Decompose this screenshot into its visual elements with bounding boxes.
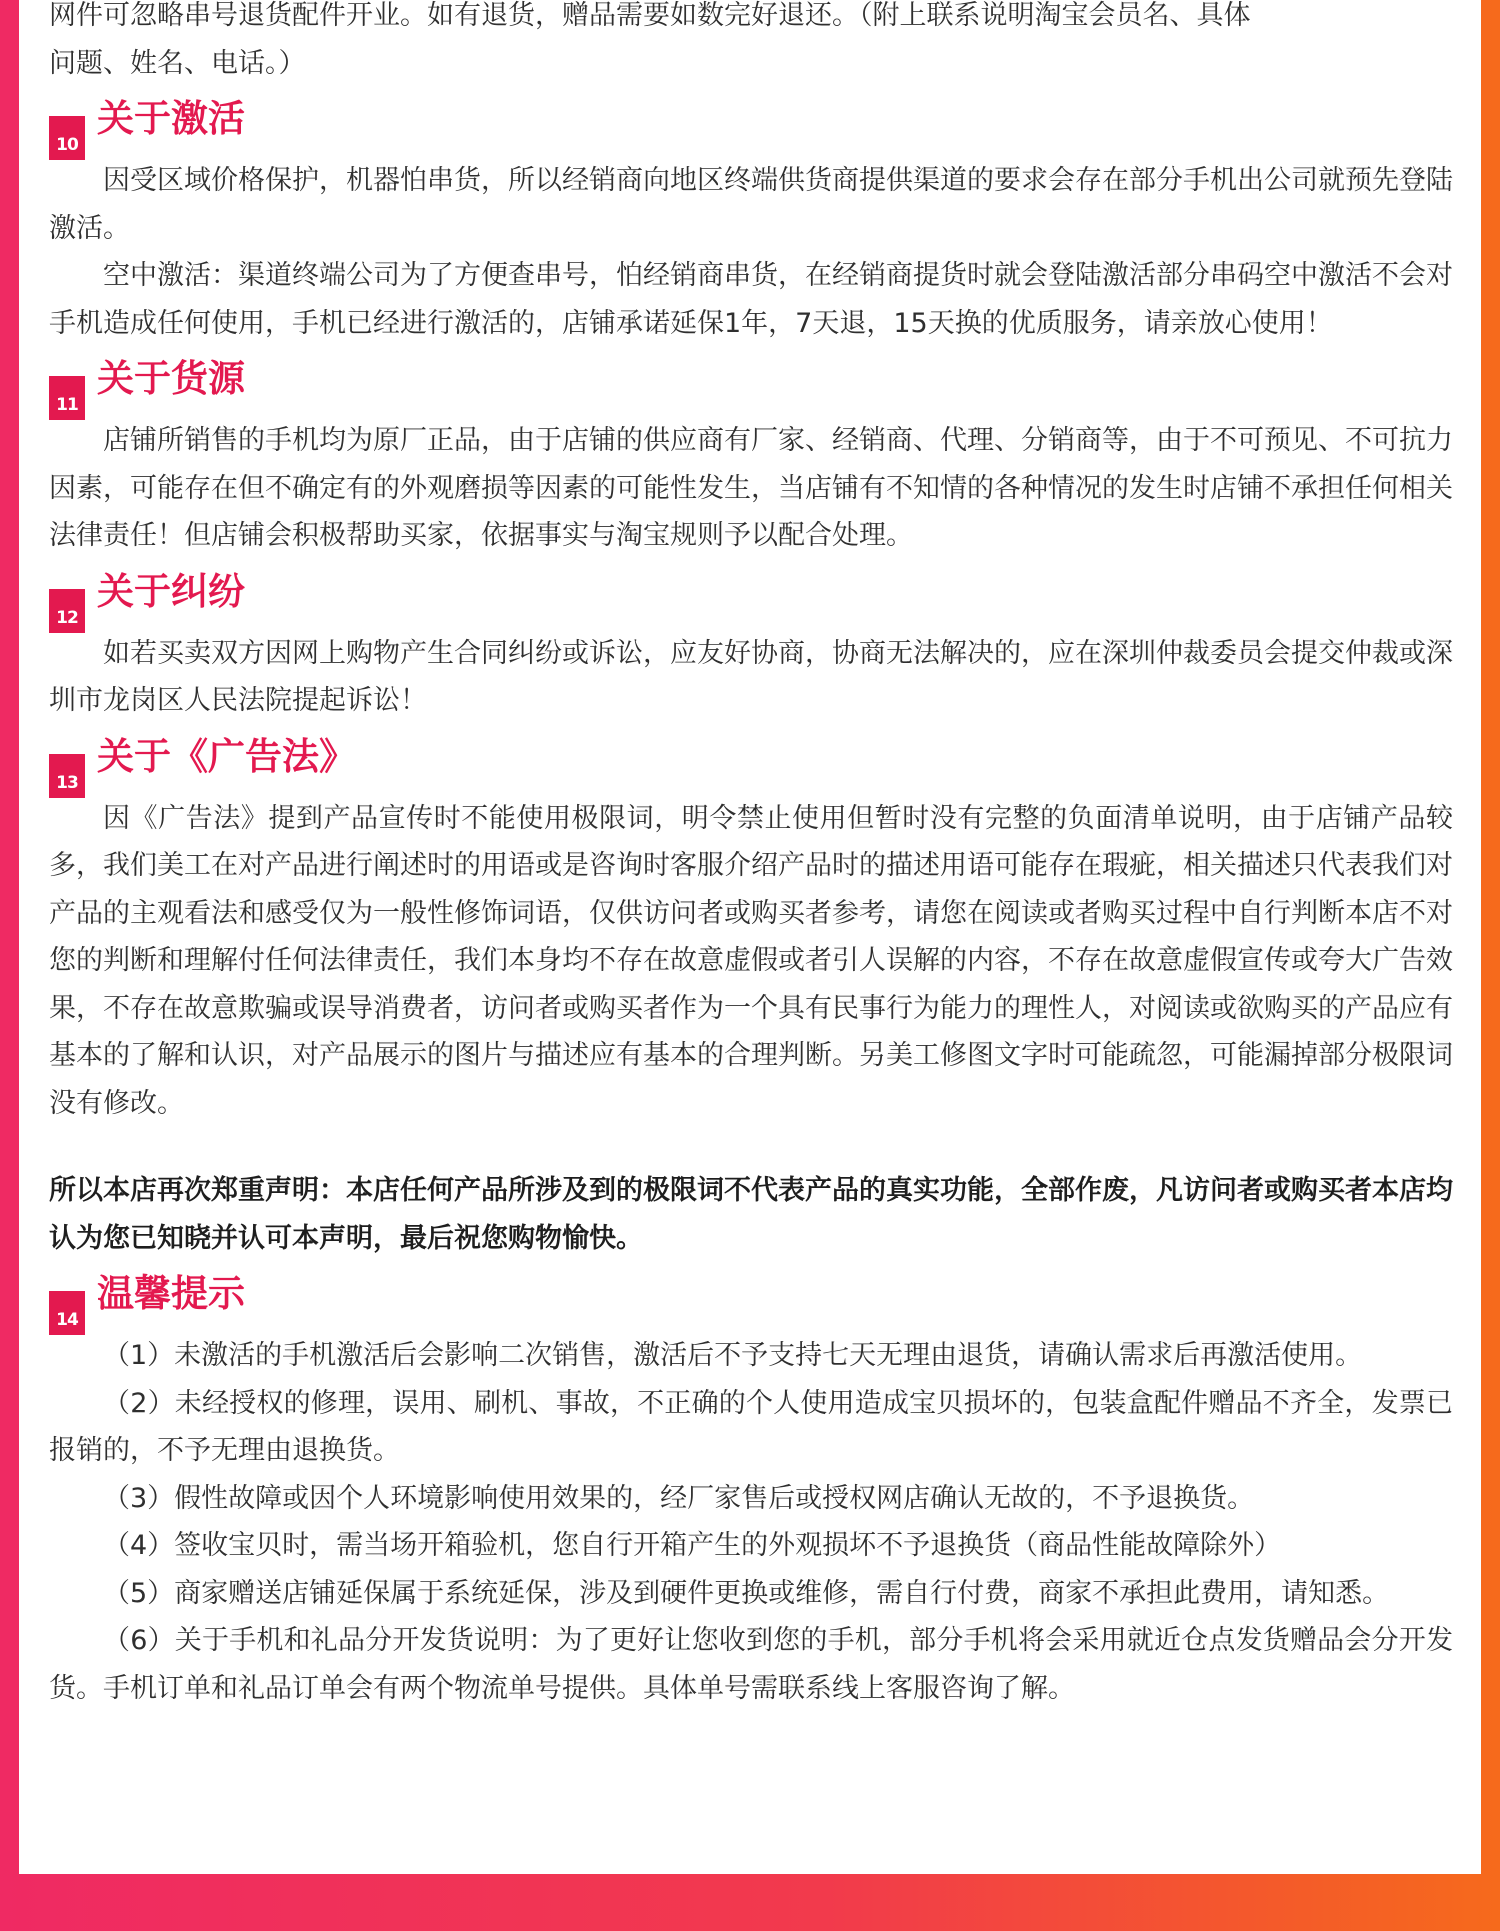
section-title: 温馨提示 [97,1272,245,1315]
tip-item-4: （4）签收宝贝时，需当场开箱验机，您自行开箱产生的外观损坏不予退换货（商品性能故障除外） [103,1530,1282,1561]
section-11-paragraph-1: 店铺所销售的手机均为原厂正品，由于店铺的供应商有厂家、经销商、代理、分销商等，由于不可预见、不可抗力因素，可能存在但不确定有的外观磨损等因素的可能性发生，当店铺有不知情的各种情况的发生时店铺不承担任何相关法律责任！但店铺会积极帮助买家，依据事实与淘宝规则予以配合处理。 [49,425,1453,551]
top-line-1: 网件可忽略串号退货配件开业。如有退货，赠品需要如数完好退还。（附上联系说明淘宝会员名、具体 [49,0,1251,31]
section-number-badge: 10 [49,116,85,160]
tip-item-3: （3）假性故障或因个人环境影响使用效果的，经厂家售后或授权网店确认无故的，不予退换货。 [103,1482,1255,1514]
section-13-bold-statement: 所以本店再次郑重声明：本店任何产品所涉及到的极限词不代表产品的真实功能，全部作废，凡访问者或购买者本店均认为您已知晓并认可本声明，最后祝您购物愉快。 [49,1175,1453,1254]
section-title: 关于货源 [97,357,245,400]
section-12-paragraph-1: 如若买卖双方因网上购物产生合同纠纷或诉讼，应友好协商，协商无法解决的，应在深圳仲裁委员会提交仲裁或深圳市龙岗区人民法院提起诉讼！ [49,637,1453,716]
notice-card [19,0,1481,1874]
tip-item-6: （6）关于手机和礼品分开发货说明：为了更好让您收到您的手机，部分手机将会采用就近仓点发货赠品会分开发货。手机订单和礼品订单会有两个物流单号提供。具体单号需联系线上客服咨询了解。 [49,1625,1453,1704]
section-number-badge: 13 [49,754,85,798]
section-10-paragraph-2: 空中激活：渠道终端公司为了方便查串号，怕经销商串货，在经销商提货时就会登陆激活部分串码空中激活不会对手机造成任何使用，手机已经进行激活的，店铺承诺延保1年，7天退，15天换的优质服务，请亲放心使用！ [49,260,1453,339]
section-12-header [49,569,1453,630]
section-13-header [49,734,1453,795]
section-title: 关于《广告法》 [97,734,356,778]
top-continued-text [49,0,1453,87]
section-14-header [49,1274,1453,1332]
section-number-badge: 14 [49,1291,85,1335]
tip-item-5: （5）商家赠送店铺延保属于系统延保，涉及到硬件更换或维修，需自行付费，商家不承担此费用，请知悉。 [103,1577,1390,1609]
section-title: 关于纠纷 [97,569,245,613]
section-number-badge: 12 [49,589,85,633]
tip-item-1: （1）未激活的手机激活后会影响二次销售，激活后不予支持七天无理由退货，请确认需求后再激活使用。 [103,1340,1363,1371]
section-10-header [49,99,1453,157]
tip-item-2: （2）未经授权的修理，误用、刷机、事故，不正确的个人使用造成宝贝损坏的，包装盒配件赠品不齐全，发票已报销的，不予无理由退换货。 [49,1387,1453,1466]
section-10-paragraph-1: 因受区域价格保护，机器怕串货，所以经销商向地区终端供货商提供渠道的要求会存在部分手机出公司就预先登陆激活。 [49,165,1453,244]
section-11-header [49,359,1453,417]
section-title: 关于激活 [97,97,245,140]
section-13-paragraph-1: 因《广告法》提到产品宣传时不能使用极限词，明令禁止使用但暂时没有完整的负面清单说明，由于店铺产品较多，我们美工在对产品进行阐述时的用语或是咨询时客服介绍产品时的描述用语可能存在瑕疵，相关描述只代表我们对产品的主观看法和感受仅为一般性修饰词语，仅供访问者或购买者参考，请您在阅读或者购买过程中自行判断本店不对您的判断和理解付任何法律责任，我们本身均不存在故意虚假或者引人误解的内容，不存在故意虚假宣传或夸大广告效果，不存在故意欺骗或误导消费者，访问者或购买者作为一个具有民事行为能力的理性人，对阅读或欲购买的产品应有基本的了解和认识，对产品展示的图片与描述应有基本的合理判断。另美工修图文字时可能疏忽，可能漏掉部分极限词没有修改。 [49,802,1453,1119]
section-number-badge: 11 [49,376,85,420]
top-line-2: 问题、姓名、电话。） [49,47,306,79]
